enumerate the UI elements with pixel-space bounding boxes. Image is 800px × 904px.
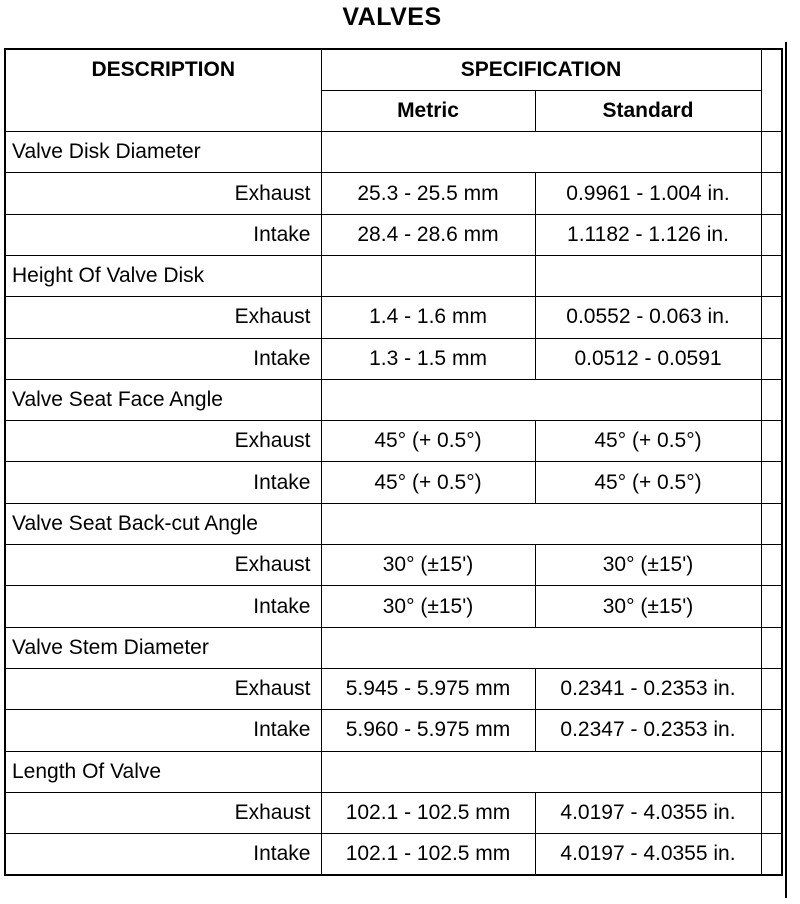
spec-row-label: Intake (5, 586, 321, 627)
category-row (5, 379, 782, 420)
metric-value: 28.4 - 28.6 mm (321, 214, 535, 255)
spec-row (5, 545, 782, 586)
empty-spec-cell (321, 751, 761, 792)
metric-value: 30° (±15') (321, 586, 535, 627)
standard-value: 1.1182 - 1.126 in. (535, 214, 761, 255)
metric-value: 5.945 - 5.975 mm (321, 668, 535, 709)
valves-spec-table (4, 48, 783, 876)
category-label: Valve Stem Diameter (5, 627, 321, 668)
metric-value: 1.3 - 1.5 mm (321, 338, 535, 379)
edge-cell (761, 421, 782, 462)
spec-row (5, 173, 782, 214)
edge-cell (761, 751, 782, 792)
edge-cell (761, 255, 782, 296)
metric-value: 30° (±15') (321, 545, 535, 586)
spec-row-label: Intake (5, 214, 321, 255)
edge-cell (761, 462, 782, 503)
standard-value: 30° (±15') (535, 545, 761, 586)
standard-value: 45° (+ 0.5°) (535, 462, 761, 503)
empty-metric-cell (321, 255, 535, 296)
metric-value: 102.1 - 102.5 mm (321, 834, 535, 875)
standard-value: 0.2347 - 0.2353 in. (535, 710, 761, 751)
header-row (5, 49, 782, 90)
category-label: Height Of Valve Disk (5, 255, 321, 296)
spec-row-label: Intake (5, 338, 321, 379)
edge-cell (761, 792, 782, 833)
spec-row-label: Intake (5, 834, 321, 875)
category-label: Length Of Valve (5, 751, 321, 792)
spec-row (5, 792, 782, 833)
right-border-rule (785, 42, 787, 898)
category-row (5, 627, 782, 668)
category-row (5, 132, 782, 173)
edge-cell (761, 379, 782, 420)
edge-cell (761, 214, 782, 255)
spec-row (5, 834, 782, 875)
metric-value: 1.4 - 1.6 mm (321, 297, 535, 338)
spec-row (5, 214, 782, 255)
description-header: DESCRIPTION (5, 49, 321, 132)
category-label: Valve Seat Back-cut Angle (5, 503, 321, 544)
metric-header: Metric (321, 90, 535, 131)
spec-row-label: Exhaust (5, 421, 321, 462)
spec-row-label: Exhaust (5, 668, 321, 709)
standard-value: 45° (+ 0.5°) (535, 421, 761, 462)
standard-value: 0.0512 - 0.0591 (535, 338, 761, 379)
edge-cell (761, 627, 782, 668)
standard-value: 0.0552 - 0.063 in. (535, 297, 761, 338)
metric-value: 45° (+ 0.5°) (321, 421, 535, 462)
spec-row-label: Intake (5, 462, 321, 503)
spec-row (5, 586, 782, 627)
edge-cell (761, 503, 782, 544)
standard-value: 0.9961 - 1.004 in. (535, 173, 761, 214)
edge-cell (761, 545, 782, 586)
standard-value: 4.0197 - 4.0355 in. (535, 792, 761, 833)
edge-cell (761, 173, 782, 214)
spec-row (5, 462, 782, 503)
spec-row (5, 421, 782, 462)
empty-standard-cell (535, 255, 761, 296)
category-label: Valve Disk Diameter (5, 132, 321, 173)
standard-value: 4.0197 - 4.0355 in. (535, 834, 761, 875)
spec-row-label: Exhaust (5, 545, 321, 586)
metric-value: 5.960 - 5.975 mm (321, 710, 535, 751)
spec-row-label: Intake (5, 710, 321, 751)
spec-row (5, 710, 782, 751)
edge-cell (761, 297, 782, 338)
empty-spec-cell (321, 503, 761, 544)
metric-value: 25.3 - 25.5 mm (321, 173, 535, 214)
empty-spec-cell (321, 627, 761, 668)
spec-row-label: Exhaust (5, 173, 321, 214)
edge-cell (761, 338, 782, 379)
edge-cell (761, 668, 782, 709)
spec-row (5, 297, 782, 338)
spec-row (5, 338, 782, 379)
standard-value: 30° (±15') (535, 586, 761, 627)
edge-cell (761, 710, 782, 751)
category-row (5, 255, 782, 296)
specification-header: SPECIFICATION (321, 49, 761, 90)
edge-cell (761, 834, 782, 875)
category-row (5, 503, 782, 544)
edge-column-header (761, 49, 782, 132)
edge-cell (761, 132, 782, 173)
spec-row-label: Exhaust (5, 297, 321, 338)
empty-spec-cell (321, 132, 761, 173)
metric-value: 102.1 - 102.5 mm (321, 792, 535, 833)
category-row (5, 751, 782, 792)
spec-row-label: Exhaust (5, 792, 321, 833)
standard-value: 0.2341 - 0.2353 in. (535, 668, 761, 709)
category-label: Valve Seat Face Angle (5, 379, 321, 420)
spec-body (5, 132, 782, 875)
empty-spec-cell (321, 379, 761, 420)
edge-cell (761, 586, 782, 627)
standard-header: Standard (535, 90, 761, 131)
spec-row (5, 668, 782, 709)
page-title: VALVES (342, 3, 442, 31)
metric-value: 45° (+ 0.5°) (321, 462, 535, 503)
